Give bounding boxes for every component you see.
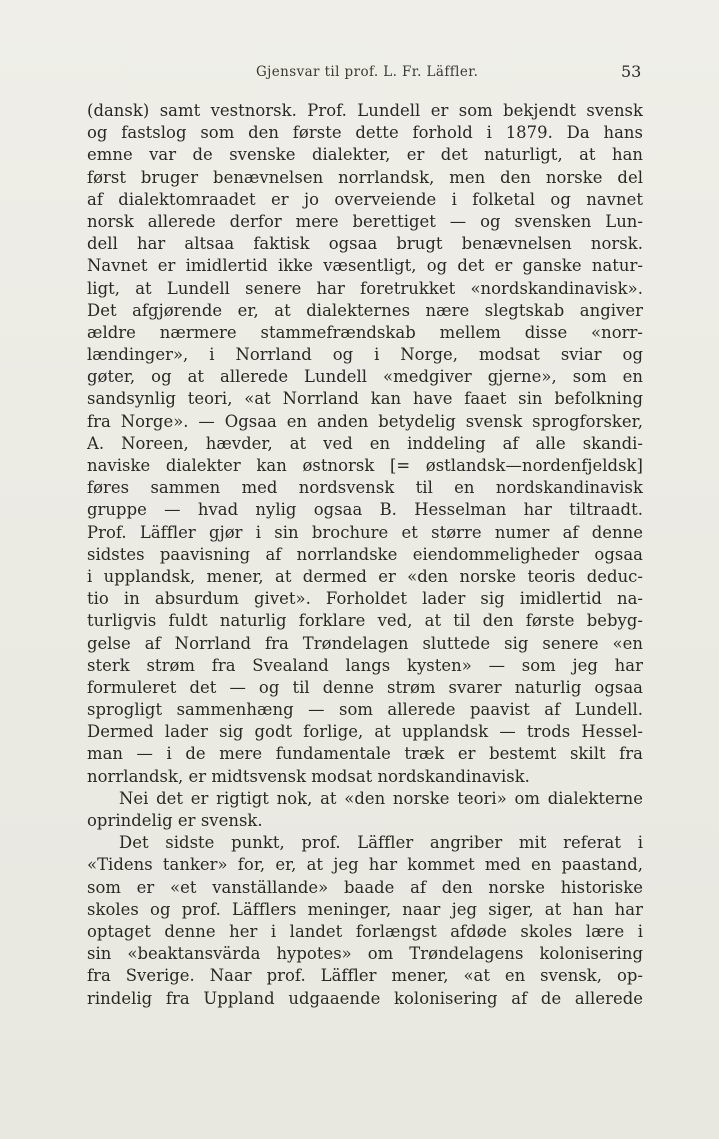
text-line: man — i de mere fundamentale træk er bestemt skilt fra: [87, 744, 643, 764]
text-line: tio in absurdum givet». Forholdet lader sig imidlertid na-: [87, 589, 643, 609]
text-line: i upplandsk, mener, at dermed er «den norske teoris deduc-: [87, 566, 643, 586]
text-line: naviske dialekter kan østnorsk [= østlandsk—nordenfjeldsk]: [87, 456, 643, 475]
text-line: Navnet er imidlertid ikke væsentligt, og det er ganske natur-: [87, 256, 643, 276]
text-line: sterk strøm fra Svealand langs kysten» — som jeg har: [87, 655, 643, 675]
text-line: A. Noreen, hævder, at ved en inddeling af alle skandi-: [87, 433, 643, 453]
text-line: fra Sverige. Naar prof. Läffler mener, «at en svensk, op-: [87, 966, 643, 986]
text-line: føres sammen med nordsvensk til en nordskandinavisk: [87, 478, 643, 498]
text-line: sandsynlig teori, «at Norrland kan have faaet sin befolkning: [87, 389, 643, 409]
text-line: af dialektomraadet er jo overveiende i folketal og navnet: [87, 189, 643, 209]
text-line: og fastslog som den første dette forhold i 1879. Da hans: [87, 123, 643, 143]
text-line: sprogligt sammenhæng — som allerede paavist af Lundell.: [87, 700, 643, 720]
page-number: 53: [621, 62, 642, 81]
text-line: Det afgjørende er, at dialekternes nære slegtskab angiver: [87, 300, 643, 320]
text-line: sidstes paavisning af norrlandske eiendommeligheder ogsaa: [87, 544, 643, 564]
running-title: Gjensvar til prof. L. Fr. Läffler.: [256, 64, 479, 80]
text-line: Det sidste punkt, prof. Läffler angriber mit referat i: [119, 833, 643, 853]
text-line: først bruger benævnelsen norrlandsk, men den norske del: [87, 167, 643, 187]
text-line: dell har altsaa faktisk ogsaa brugt benævnelsen norsk.: [87, 234, 643, 254]
text-line: gelse af Norrland fra Trøndelagen sluttede sig senere «en: [87, 633, 643, 653]
text-line: lændinger», i Norrland og i Norge, modsat sviar og: [87, 345, 643, 365]
text-line: turligvis fuldt naturlig forklare ved, at til den første bebyg-: [87, 611, 643, 631]
text-line: oprindelig er svensk.: [87, 811, 263, 830]
text-line: emne var de svenske dialekter, er det naturligt, at han: [87, 145, 643, 165]
text-line: norsk allerede derfor mere berettiget — og svensken Lun-: [87, 211, 643, 231]
text-line: optaget denne her i landet forlængst afdøde skoles lære i: [87, 921, 643, 941]
text-line: skoles og prof. Läfflers meninger, naar jeg siger, at han har: [87, 899, 643, 919]
text-line: (dansk) samt vestnorsk. Prof. Lundell er som bekjendt svensk: [87, 101, 643, 120]
text-line: som er «et vanställande» baade af den norske historiske: [87, 877, 643, 897]
text-line: formuleret det — og til denne strøm svarer naturlig ogsaa: [87, 677, 643, 697]
text-line: rindelig fra Uppland udgaaende kolonisering af de allerede: [87, 988, 643, 1008]
text-line: ligt, at Lundell senere har foretrukket «nordskandinavisk».: [87, 278, 643, 298]
text-line: norrlandsk, er midtsvensk modsat nordskandinavisk.: [87, 766, 530, 786]
text-line: sin «beaktansvärda hypotes» om Trøndelagens kolonisering: [87, 944, 643, 964]
body-text: [87, 100, 643, 1010]
text-line: gøter, og at allerede Lundell «medgiver gjerne», som en: [87, 367, 643, 387]
text-line: ældre nærmere stammefrændskab mellem disse «norr-: [87, 322, 643, 342]
text-line: fra Norge». — Ogsaa en anden betydelig svensk sprogforsker,: [87, 411, 643, 431]
text-line: Dermed lader sig godt forlige, at upplandsk — trods Hessel-: [87, 722, 643, 742]
text-line: gruppe — hvad nylig ogsaa B. Hesselman har tiltraadt.: [87, 500, 643, 520]
text-line: «Tidens tanker» for, er, at jeg har kommet med en paastand,: [87, 855, 643, 875]
text-line: Prof. Läffler gjør i sin brochure et større numer af denne: [87, 522, 643, 542]
text-line: Nei det er rigtigt nok, at «den norske teori» om dialekterne: [119, 788, 643, 808]
